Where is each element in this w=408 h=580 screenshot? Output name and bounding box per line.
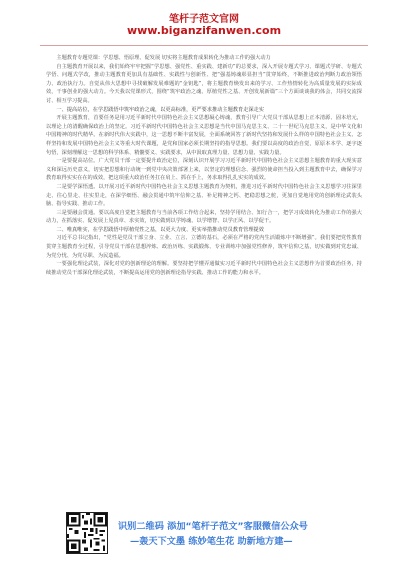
- body-paragraph: 三是要融会贯通。要以高度自觉把主题教育与当前各项工作结合起来，坚持学用结合、知行合一，把学习成效转化为推动工作的强大动力，在抓落实、促发展上见真章、求实效，切实做到以学铸魂、以学增智、以学正风、以学促干。: [46, 209, 362, 225]
- body-paragraph: 开展主题教育，首要任务是用习近平新时代中国特色社会主义思想凝心铸魂，教育引导广大党员干部从思想上正本清源、固本培元，以理论上的清醒确保政治上的坚定。习近平新时代中国特色社会主义思想是当代中国马克思主义、二十一世纪马克思主义，是中华文化和中国精神的时代精华。在新时代伟大实践中，这一思想不断丰富发展，全面系统回答了新时代坚持和发展什么样的中国特色社会主义、怎样坚持和发展中国特色社会主义等重大时代课题，是党和国家必须长期坚持的指导思想。我们要以高度的政治自觉，原原本本学、逐字逐句悟，深刻理解这一思想的科学体系、精髓要义、实践要求，从中汲取真理力量、思想力量、实践力量。: [46, 115, 362, 156]
- document-body: [46, 54, 362, 494]
- brand-name: 笔杆子范文官网: [169, 14, 239, 25]
- body-paragraph: 习近平总书记指出，“党性是党员干部立身、立业、立言、立德的基石，必须在严格的党内生活锻炼中不断增强”。我们要把党性教育贯穿主题教育全过程，引导党员干部在思想淬炼、政治历练、实践锻炼、专业训练中加强党性修养，筑牢信仰之基，切实做到对党忠诚、为党分忧、为党尽职、为民造福。: [46, 235, 362, 259]
- site-url[interactable]: www.biganzifanwen.com: [126, 24, 282, 37]
- footer-slogan: —轰天下文墨 练妙笔生花 助新地方建—: [130, 536, 293, 547]
- body-paragraph: 自主题教育开展以来，我们始终牢牢把握“学思想、强党性、重实践、建新功”的总要求，深入开展专题式学习、课题式学研、专题式学悟、问题式学改，推动主题教育更加具有基础性、实践性与创新性、把“强基铸魂彰显担当”贯穿始终，不断推进政治判断力政治领悟力、政治执行力。自觉从伟大思想中寻找破解发展难题的“金钥匙”，将主题教育焕发出来的学习、工作热情转化为高质量发展的实际成效，干事创业的强大动力。今天我以党课形式，围绕“筑牢政治之魂、厚植党性之基、开创发展新篇”三个方面谈谈我的体会，共同交流探讨、相互学习提高。: [46, 63, 362, 104]
- footer-cta: 识别二维码 添加“笔杆子范文”客服微信公众号: [118, 521, 308, 532]
- page-footer: [0, 498, 408, 580]
- body-paragraph: 一要强化理论武装，深化对党的创新理论的理解。要坚持把学懂弄通做实习近平新时代中国特色社会主义思想作为首要政治任务，持续推动党员干部深化理论武装，不断提高运用党的创新理论指导实践、推动工作的能力和水平。: [46, 261, 362, 276]
- section-heading: 二、唯真唯实，在学思践悟中厚植党性之基，以更大力度、更实举措推动党员教育管理提效: [56, 226, 264, 233]
- body-paragraph: 一是要提高站位。广大党员干部一定要提升政治定位，深刻认识开展学习习近平新时代中国特色社会主义思想主题教育的重大现实意义和深远历史意义，切实把思想和行动统一到党中央决策部署上来，以坚定的理想信念、强烈的使命担当投入到主题教育中去，确保学习教育取得实实在在的成效，把这项重大政治任务扛在肩上、抓在手上，务求取得扎扎实实的成效。: [46, 158, 362, 182]
- qr-code-icon[interactable]: [66, 512, 108, 554]
- body-paragraph: 二是要学深悟透。以开展习近平新时代中国特色社会主义思想主题教育为契机，推进习近平新时代中国特色社会主义思想学习往深里走、往心里走、往实里走，在深学细悟、融会贯通中筑牢信仰之基、补足精神之钙、把稳思想之舵，更加自觉地用党的创新理论武装头脑、指导实践、推动工作。: [46, 183, 362, 208]
- doc-title-paragraph: 主题教育专题党课：学思想、悟原理、促发展 切实将主题教育成果转化为推动工作的强大动力: [56, 55, 271, 61]
- header-divider: [40, 45, 368, 46]
- section-heading: 一、提高站位，在学思践悟中筑牢政治之魂，以更高标准，更严要求推动主题教育走深走实: [56, 106, 264, 113]
- site-header: [0, 0, 408, 48]
